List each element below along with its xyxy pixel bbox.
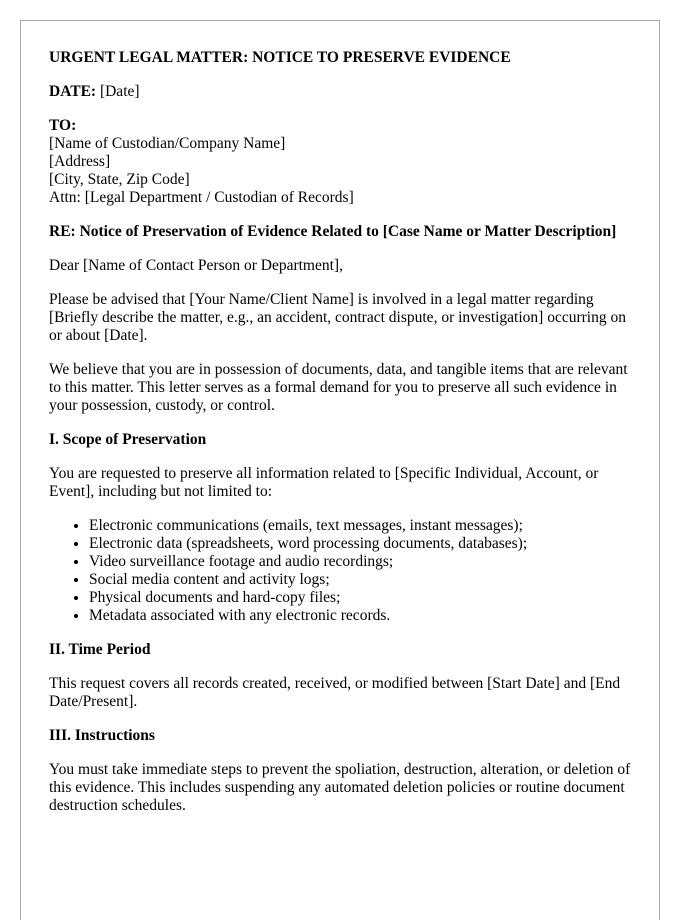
salutation: Dear [Name of Contact Person or Department], bbox=[49, 257, 343, 274]
possession-paragraph: We believe that you are in possession of documents, data, and tangible items that are relevant to this matter. This letter serves as a formal demand for you to preserve all such evidence in your possession, custody, or control. bbox=[49, 361, 628, 414]
scope-list bbox=[49, 517, 634, 625]
re-line: RE: Notice of Preservation of Evidence Related to [Case Name or Matter Description] bbox=[49, 223, 617, 240]
recipient-city-state-zip: [City, State, Zip Code] bbox=[49, 171, 190, 188]
instructions-paragraph: You must take immediate steps to prevent the spoliation, destruction, alteration, or deletion of this evidence. This includes suspending any automated deletion policies or routine document destruction schedules. bbox=[49, 761, 631, 814]
list-item: • Electronic communications (emails, text messages, instant messages); bbox=[89, 517, 634, 535]
date-label: DATE: bbox=[49, 83, 97, 100]
section-heading-instructions: III. Instructions bbox=[49, 727, 155, 744]
time-period-paragraph: This request covers all records created, received, or modified between [Start Date] and [End Date/Present]. bbox=[49, 675, 621, 710]
section-heading-scope: I. Scope of Preservation bbox=[49, 431, 207, 448]
list-item: • Metadata associated with any electronic records. bbox=[89, 607, 634, 625]
intro-paragraph: Please be advised that [Your Name/Client Name] is involved in a legal matter regarding [Briefly describe the matter, e.g., an accident, contract dispute, or investigation] occurring on or about [Date]. bbox=[49, 291, 626, 344]
scope-intro-paragraph: You are requested to preserve all information related to [Specific Individual, Account, or Event], including but not limited to: bbox=[49, 465, 599, 500]
section-heading-time-period: II. Time Period bbox=[49, 641, 151, 658]
list-item: • Physical documents and hard-copy files; bbox=[89, 589, 634, 607]
recipient-name: [Name of Custodian/Company Name] bbox=[49, 135, 286, 152]
list-item: • Electronic data (spreadsheets, word processing documents, databases); bbox=[89, 535, 634, 553]
to-label: TO: bbox=[49, 117, 77, 134]
recipient-block bbox=[49, 117, 634, 207]
date-line bbox=[49, 83, 634, 101]
list-item: • Social media content and activity logs; bbox=[89, 571, 634, 589]
letter-title: URGENT LEGAL MATTER: NOTICE TO PRESERVE EVIDENCE bbox=[49, 49, 511, 66]
list-item: • Video surveillance footage and audio recordings; bbox=[89, 553, 634, 571]
recipient-attention: Attn: [Legal Department / Custodian of Records] bbox=[49, 189, 354, 206]
letter-page bbox=[20, 20, 660, 920]
letter-content bbox=[49, 49, 634, 814]
recipient-address: [Address] bbox=[49, 153, 111, 170]
date-value: [Date] bbox=[99, 83, 140, 100]
